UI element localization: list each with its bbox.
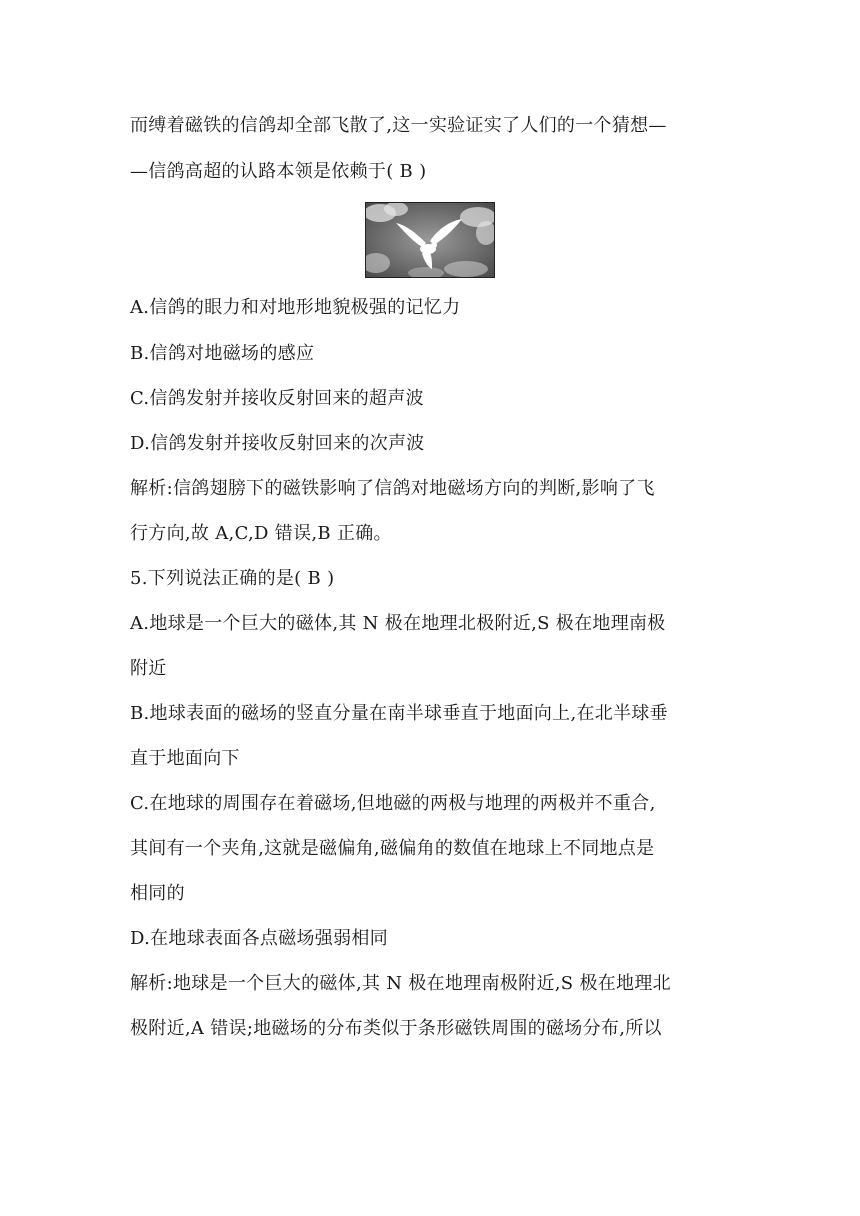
q4-option-a: A.信鸽的眼力和对地形地貌极强的记忆力 (130, 297, 461, 318)
q4-option-c: C.信鸽发射并接收反射回来的超声波 (130, 388, 424, 409)
q4-analysis-line-1: 解析:信鸽翅膀下的磁铁影响了信鸽对地磁场方向的判断,影响了飞 (130, 478, 655, 499)
q4-stem-line-2: —信鸽高超的认路本领是依赖于( B ) (130, 161, 427, 182)
dove-photo (365, 202, 495, 278)
q5-option-c-line-2: 其间有一个夹角,这就是磁偏角,磁偏角的数值在地球上不同地点是 (130, 838, 655, 859)
q5-option-d: D.在地球表面各点磁场强弱相同 (130, 928, 389, 949)
q5-option-b-line-1: B.地球表面的磁场的竖直分量在南半球垂直于地面向上,在北半球垂 (130, 703, 668, 724)
q5-option-c-line-3: 相同的 (130, 883, 185, 904)
q4-analysis-line-2: 行方向,故 A,C,D 错误,B 正确。 (130, 523, 392, 544)
q5-option-c-line-1: C.在地球的周围存在着磁场,但地磁的两极与地理的两极并不重合, (130, 793, 656, 814)
q4-option-b: B.信鸽对地磁场的感应 (130, 343, 315, 364)
q5-option-a-line-2: 附近 (130, 658, 167, 679)
q4-stem-line-1: 而缚着磁铁的信鸽却全部飞散了,这一实验证实了人们的一个猜想— (130, 115, 667, 136)
q5-option-a-line-1: A.地球是一个巨大的磁体,其 N 极在地理北极附近,S 极在地理南极 (130, 613, 666, 634)
q5-stem: 5.下列说法正确的是( B ) (130, 568, 335, 589)
q4-option-d: D.信鸽发射并接收反射回来的次声波 (130, 433, 425, 454)
white-dove-icon (366, 203, 494, 277)
q5-analysis-line-2: 极附近,A 错误;地磁场的分布类似于条形磁铁周围的磁场分布,所以 (130, 1018, 662, 1039)
q5-analysis-line-1: 解析:地球是一个巨大的磁体,其 N 极在地理南极附近,S 极在地理北 (130, 973, 671, 994)
q5-option-b-line-2: 直于地面向下 (130, 748, 240, 769)
